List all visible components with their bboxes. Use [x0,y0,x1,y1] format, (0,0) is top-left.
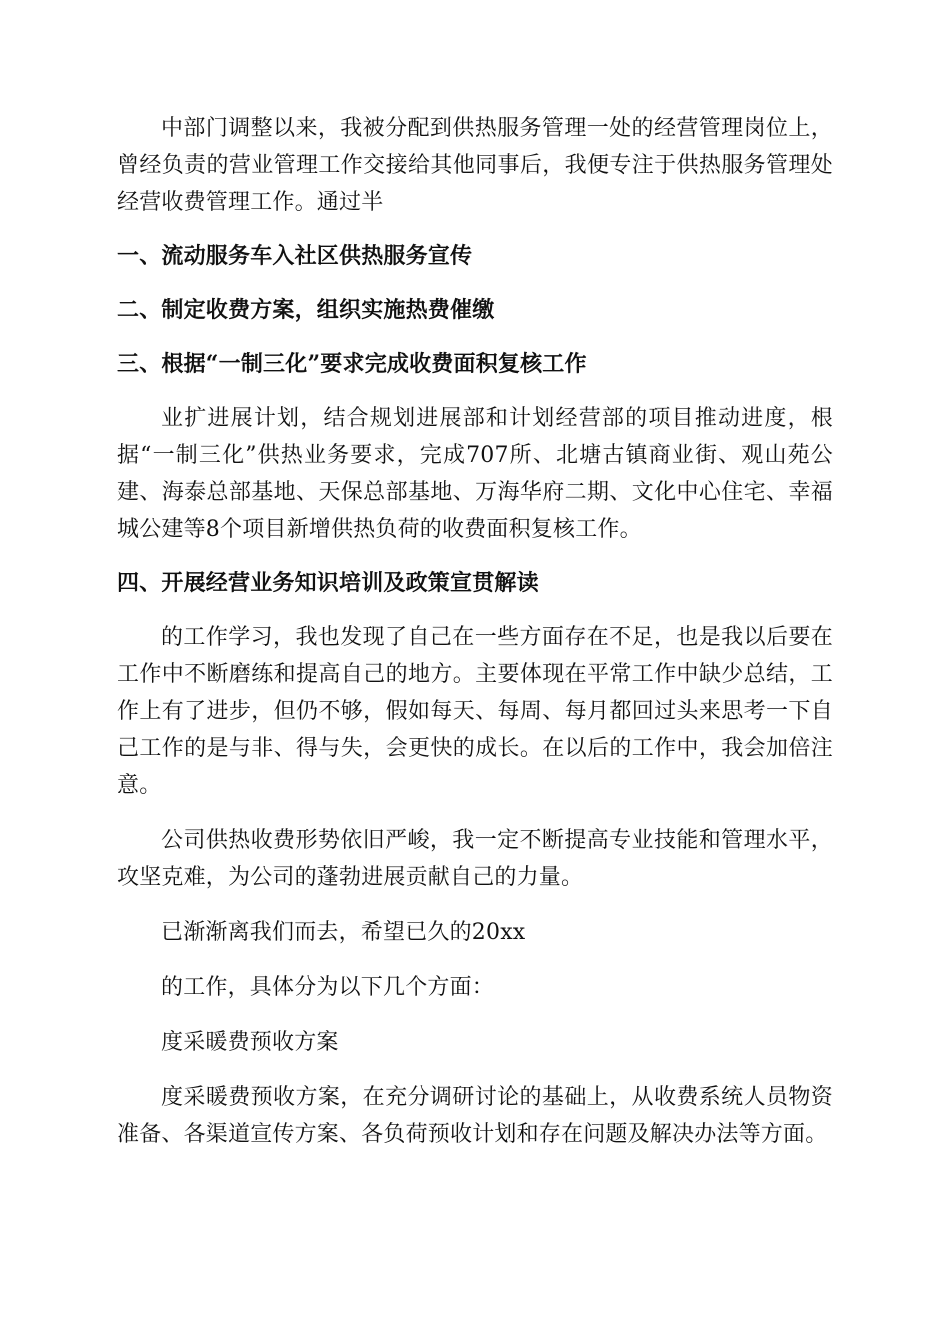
heading-section-1: 一、流动服务车入社区供热服务宣传 [117,243,473,269]
paragraph-intro: 中部门调整以来，我被分配到供热服务管理一处的经营管理岗位上，曾经负责的营业管理工作交接给其他同事后，我便专注于供热服务管理处经营收费管理工作。通过半 [117,116,833,215]
heading-section-4: 四、开展经营业务知识培训及政策宣贯解读 [117,570,539,596]
heading-section-3: 三、根据“一制三化”要求完成收费面积复核工作 [117,351,587,377]
paragraph-commitment: 公司供热收费形势依旧严峻，我一定不断提高专业技能和管理水平，攻坚克难，为公司的蓬勃进展贡献自己的力量。 [117,828,833,890]
paragraph-work-aspects: 的工作，具体分为以下几个方面： [161,975,495,1000]
paragraph-year-passing: 已渐渐离我们而去，希望已久的20xx [161,920,526,945]
document-body [117,110,833,1153]
paragraph-area-review: 业扩进展计划，结合规划进展部和计划经营部的项目推动进度，根据“一制三化”供热业务要求，完成707所、北塘古镇商业街、观山苑公建、海泰总部基地、天保总部基地、万海华府二期、文化中心住宅、幸福城公建等8个项目新增供热负荷的收费面积复核工作。 [117,406,833,542]
paragraph-self-review: 的工作学习，我也发现了自己在一些方面存在不足，也是我以后要在工作中不断磨练和提高自己的地方。主要体现在平常工作中缺少总结，工作上有了进步，但仍不够，假如每天、每周、每月都回过头来思考一下自己工作的是与非、得与失，会更快的成长。在以后的工作中，我会加倍注意。 [117,625,833,798]
heading-section-2: 二、制定收费方案，组织实施热费催缴 [117,297,495,323]
paragraph-heating-plan-title: 度采暖费预收方案 [161,1030,339,1055]
paragraph-heating-plan: 度采暖费预收方案，在充分调研讨论的基础上，从收费系统人员物资准备、各渠道宣传方案、各负荷预收计划和存在问题及解决办法等方面。 [117,1085,833,1147]
